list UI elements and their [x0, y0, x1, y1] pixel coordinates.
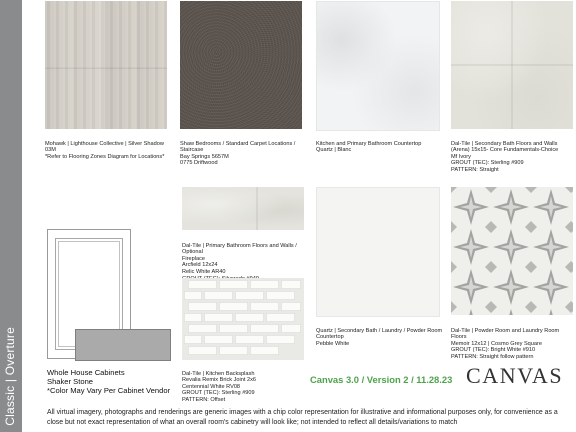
countertop-swatch-quartz-blanc — [316, 1, 440, 131]
disclaimer-text: All virtual imagery, photographs and renderings are generic images with a chip color representation for illustrative and informational purposes only, for convenience as a close but not exact representation of what an overall room's cabinetry will look like; not intended to reflect all details/variations to match — [47, 409, 558, 426]
tile-swatch-relic-white — [182, 187, 304, 230]
countertop-swatch-pebble-white — [316, 187, 440, 317]
swatch-caption: Quartz | Secondary Bath / Laundry / Powder Room Countertop Pebble White — [316, 327, 443, 347]
flooring-swatch-silver-shadow — [45, 1, 167, 129]
version-label: Canvas 3.0 / Version 2 / 11.28.23 — [310, 374, 453, 385]
swatch-caption: Dal-Tile | Powder Room and Laundry Room Floors Memoir 12x12 | Cosmo Grey Square GROUT (TEC): Bright White #910 PATTERN: Straight follow pattern — [451, 327, 560, 360]
swatch-caption: Kitchen and Primary Bathroom Countertop Quartz | Blanc — [316, 140, 422, 154]
canvas-logo: CANVAS — [466, 363, 564, 388]
collection-label: Classic | Overture — [3, 327, 17, 426]
star-pattern — [451, 187, 573, 315]
collection-sidebar — [0, 0, 22, 432]
swatch-caption: Dal-Tile | Primary Bathroom Floors and Walls / Optional Fireplace Arcfield 12x24 Relic White AR40 — [182, 242, 297, 275]
swatch-caption: Mohawk | Lighthouse Collective | Silver Shadow 03M *Refer to Flooring Zones Diagram for Locations* — [45, 140, 165, 160]
tile-swatch-cosmo-grey — [451, 187, 573, 315]
cabinet-color-chip — [75, 329, 171, 361]
carpet-swatch-driftwood — [180, 1, 302, 129]
swatch-caption: Shaw Bedrooms / Standard Carpet Locations / Staircase Bay Springs 5657M 0775 Driftwood — [180, 140, 296, 167]
swatch-caption: Dal-Tile | Secondary Bath Floors and Walls (Arena) 15x15- Core Fundamentals-Choice Mf Ivory GROUT (TEC): Sterling #909 PATTERN: Straight — [451, 140, 559, 173]
cabinet-caption: Whole House Cabinets Shaker Stone *Color May Vary Per Cabinet Vendor — [47, 368, 171, 395]
tile-swatch-mf-ivory — [451, 1, 573, 129]
backsplash-swatch-centennial-white — [182, 278, 304, 360]
swatch-caption: Dal-Tile | Kitchen Backsplash Revalia Remix Brick Joint 2x6 Centennial White RV08 GROUT (TEC): Sterling #909 PATTERN: Offset — [182, 370, 256, 403]
